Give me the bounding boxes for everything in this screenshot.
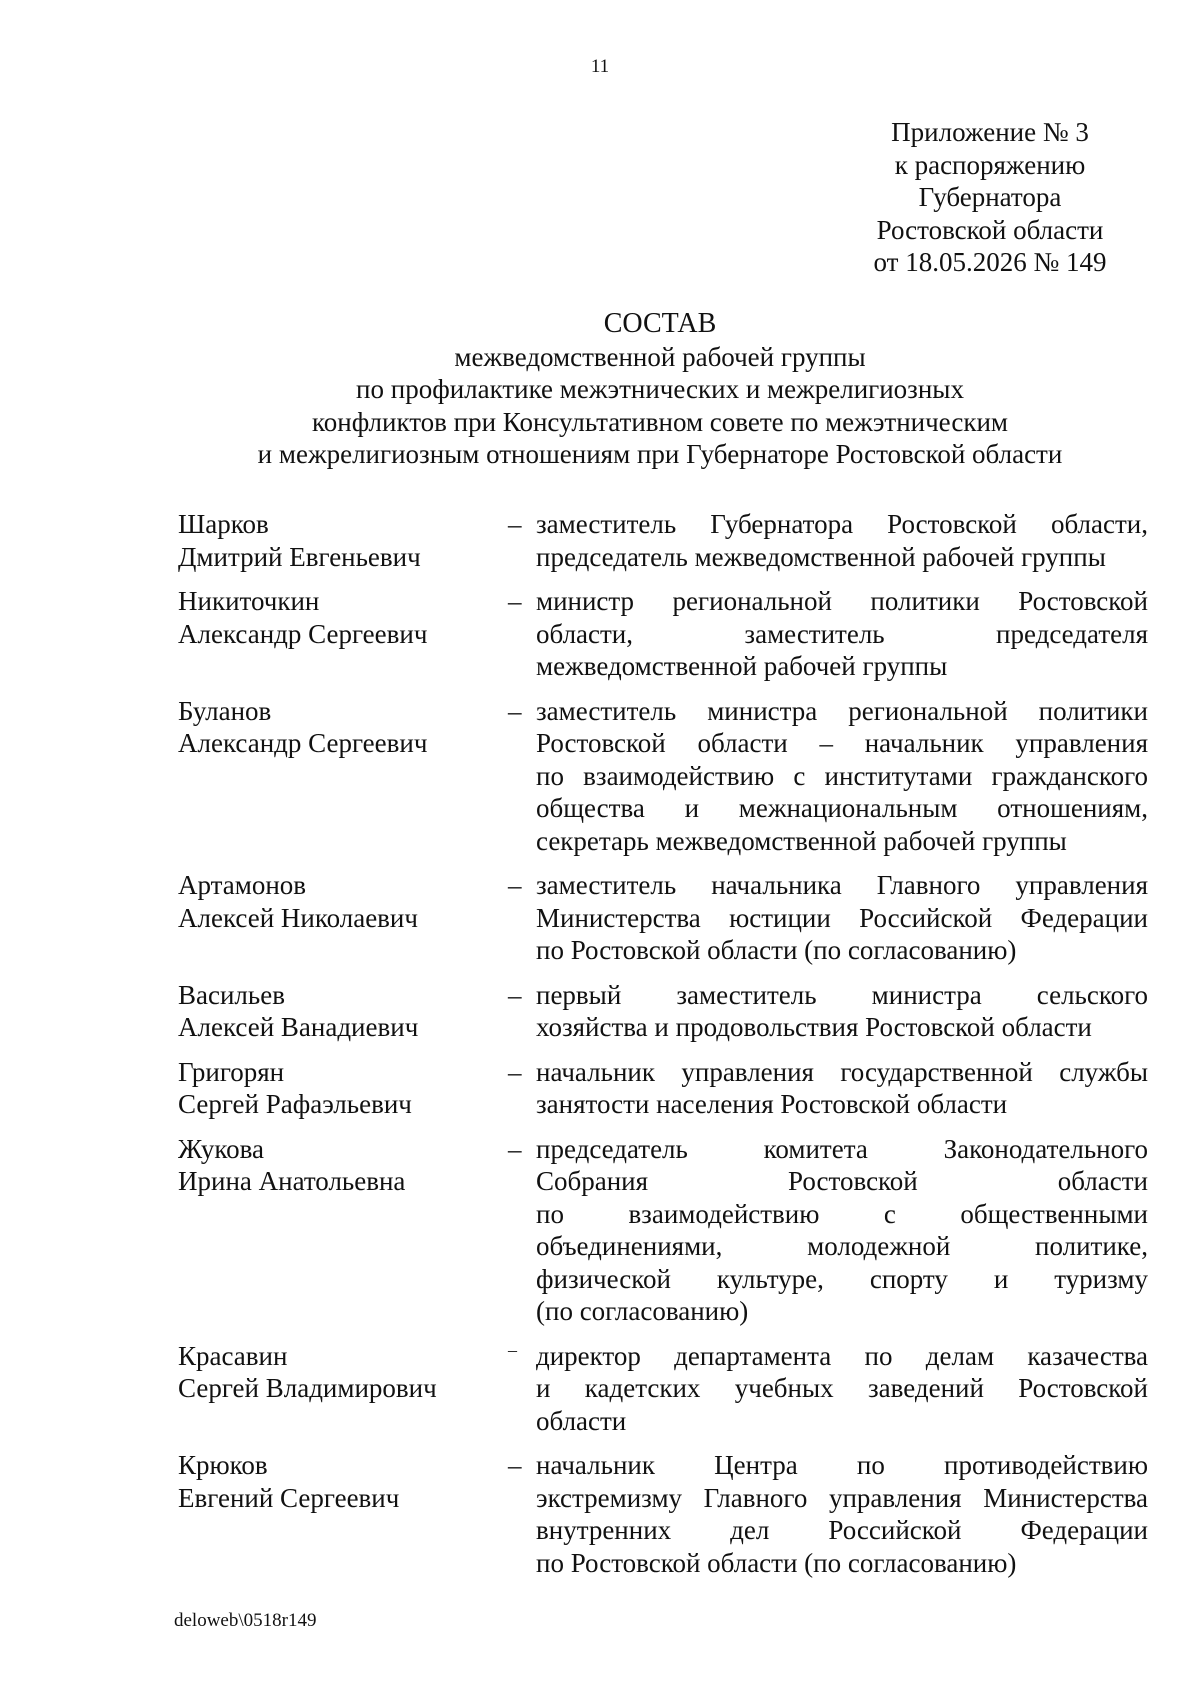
member-role-line: и кадетских учебных заведений Ростовской	[536, 1373, 1148, 1403]
member-role-line: первый заместитель министра сельского	[536, 979, 1148, 1010]
member-role-line: хозяйства и продовольствия Ростовской области	[536, 1012, 1092, 1042]
member-list	[178, 508, 1148, 1591]
member-role	[536, 979, 1148, 1044]
appendix-line: Губернатора	[918, 182, 1062, 212]
member-given-name: Сергей Владимирович	[178, 1373, 437, 1403]
appendix-line: Приложение № 3	[891, 117, 1089, 147]
member-row	[178, 979, 1148, 1044]
member-dash: –	[508, 1450, 522, 1480]
member-role-line: экстремизму Главного управления Министерства	[536, 1482, 1148, 1513]
member-surname: Крюков	[178, 1450, 268, 1480]
member-role-line: начальник Центра по противодействию	[536, 1450, 1148, 1480]
member-role-line: Собрания Ростовской области	[536, 1166, 1148, 1196]
member-role-line: по взаимодействию с общественными	[536, 1198, 1148, 1229]
member-name	[178, 695, 508, 858]
member-dash: –	[508, 1133, 522, 1164]
member-surname: Жукова	[178, 1133, 264, 1164]
member-role-line: межведомственной рабочей группы	[536, 651, 948, 681]
member-role-line: заместитель начальника Главного управления	[536, 870, 1148, 900]
member-role-line: области, заместитель председателя	[536, 618, 1148, 649]
member-name	[178, 1340, 508, 1438]
member-given-name: Дмитрий Евгеньевич	[178, 541, 421, 572]
member-dash: –	[508, 979, 522, 1010]
member-row	[178, 869, 1148, 967]
member-role	[536, 1340, 1148, 1438]
member-role-line: по Ростовской области (по согласованию)	[536, 1547, 1017, 1578]
member-role-line: объединениями, молодежной политике,	[536, 1231, 1148, 1261]
title-line: конфликтов при Консультативном совете по межэтническим	[312, 406, 1008, 437]
member-surname: Красавин	[178, 1340, 288, 1371]
member-name	[178, 979, 508, 1044]
member-dash: –	[508, 509, 522, 539]
member-surname: Артамонов	[178, 870, 307, 900]
member-role-line: по Ростовской области (по согласованию)	[536, 935, 1017, 965]
member-row	[178, 1133, 1148, 1328]
member-given-name: Александр Сергеевич	[178, 728, 428, 758]
member-dash: –	[508, 870, 522, 900]
title-line: по профилактике межэтнических и межрелигиозных	[356, 374, 964, 404]
member-role	[536, 585, 1148, 683]
member-given-name: Евгений Сергеевич	[178, 1482, 400, 1513]
member-name	[178, 869, 508, 967]
footer-code: deloweb\0518r149	[174, 1610, 317, 1631]
page-number: 11	[590, 56, 610, 77]
member-name	[178, 585, 508, 683]
member-role-line: министр региональной политики Ростовской	[536, 586, 1148, 616]
member-row	[178, 508, 1148, 573]
member-role-line: председатель комитета Законодательного	[536, 1133, 1148, 1164]
appendix-line: от 18.05.2026 № 149	[873, 247, 1107, 277]
member-role-line: Министерства юстиции Российской Федерации	[536, 902, 1148, 933]
member-given-name: Сергей Рафаэльевич	[178, 1089, 412, 1119]
member-role-line: внутренних дел Российской Федерации	[536, 1515, 1148, 1545]
member-role	[536, 695, 1148, 858]
member-role	[536, 1056, 1148, 1121]
member-role-line: (по согласованию)	[536, 1296, 749, 1326]
member-dash: –	[508, 1056, 522, 1087]
member-role-line: председатель межведомственной рабочей группы	[536, 541, 1106, 572]
member-role-line: общества и межнациональным отношениям,	[536, 793, 1148, 823]
member-role-line: Ростовской области – начальник управления	[536, 728, 1148, 758]
member-role-line: области	[536, 1405, 627, 1436]
member-role	[536, 508, 1148, 573]
document-title	[160, 308, 1160, 471]
member-dash: –	[508, 695, 522, 726]
member-row	[178, 695, 1148, 858]
member-role-line: физической культуре, спорту и туризму	[536, 1263, 1148, 1294]
member-role-line: по взаимодействию с институтами гражданского	[536, 760, 1148, 791]
member-row	[178, 1340, 1148, 1438]
member-surname: Буланов	[178, 695, 272, 726]
member-surname: Васильев	[178, 979, 285, 1010]
member-surname: Григорян	[178, 1056, 285, 1087]
member-name	[178, 1133, 508, 1328]
member-name	[178, 1449, 508, 1579]
member-dash: –	[508, 1339, 517, 1360]
member-row	[178, 1056, 1148, 1121]
appendix-line: к распоряжению	[894, 149, 1086, 180]
member-surname: Шарков	[178, 509, 269, 539]
appendix-line: Ростовской области	[876, 214, 1104, 245]
member-surname: Никиточкин	[178, 586, 320, 616]
member-row	[178, 1449, 1148, 1579]
member-role-line: начальник управления государственной службы	[536, 1056, 1148, 1087]
member-role-line: секретарь межведомственной рабочей группы	[536, 825, 1067, 856]
member-row	[178, 585, 1148, 683]
member-role-line: заместитель Губернатора Ростовской области,	[536, 509, 1148, 539]
member-role	[536, 1449, 1148, 1579]
member-name	[178, 1056, 508, 1121]
member-given-name: Алексей Николаевич	[178, 902, 418, 933]
member-dash: –	[508, 586, 522, 616]
member-given-name: Александр Сергеевич	[178, 618, 428, 649]
appendix-header	[840, 116, 1140, 279]
title-main: СОСТАВ	[603, 308, 717, 339]
member-given-name: Ирина Анатольевна	[178, 1166, 406, 1196]
member-role	[536, 1133, 1148, 1328]
member-given-name: Алексей Ванадиевич	[178, 1012, 419, 1042]
member-name	[178, 508, 508, 573]
member-role-line: директор департамента по делам казачества	[536, 1340, 1148, 1371]
title-line: межведомственной рабочей группы	[454, 341, 866, 372]
member-role-line: занятости населения Ростовской области	[536, 1089, 1008, 1119]
member-role-line: заместитель министра региональной политики	[536, 695, 1148, 726]
title-line: и межрелигиозным отношениям при Губернаторе Ростовской области	[257, 439, 1063, 469]
member-role	[536, 869, 1148, 967]
